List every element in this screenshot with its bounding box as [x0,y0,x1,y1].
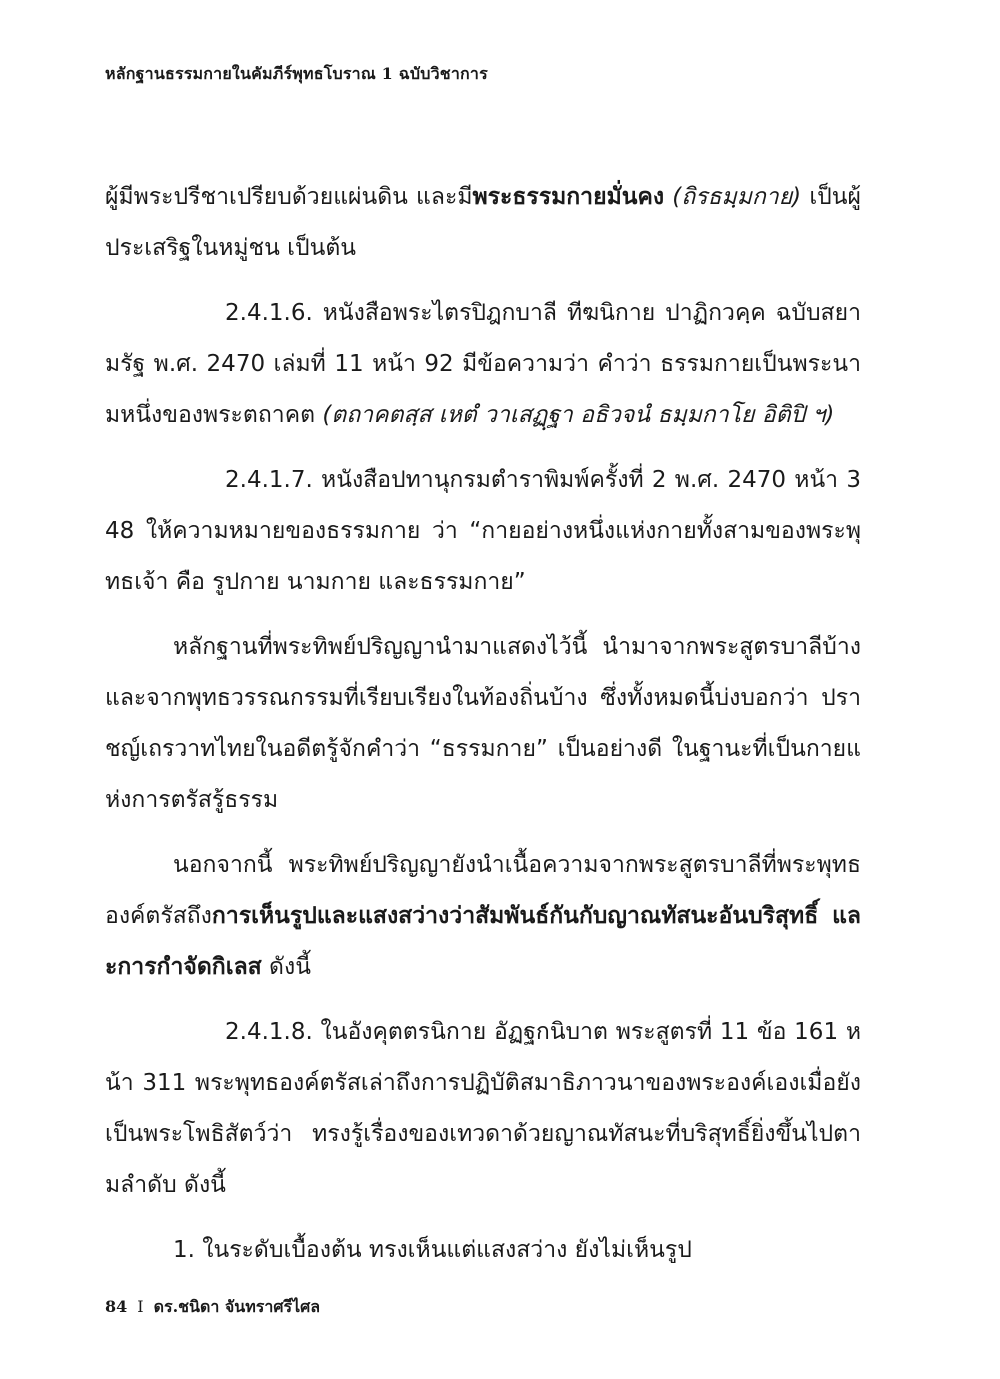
paragraph-text: 2.4.1.8. ในอังคุตตรนิกาย อัฏฐกนิบาต พระสูตรที่ 11 ข้อ 161 หน้า 311 พระพุทธองค์ตรัสเล่าถึงการปฏิบัติสมาธิภาวนาของพระองค์เองเมื่อยังเป็นพระโพธิสัตว์ว่า ทรงรู้เรื่องของเทวดาด้วยญาณทัสนะที่บริสุทธิ์ยิ่งขึ้นไปตามลำดับ ดังนี้ [105,1019,861,1198]
paragraph-text: 2.4.1.7. หนังสือปทานุกรมตำราพิมพ์ครั้งที่ 2 พ.ศ. 2470 หน้า 348 ให้ความหมายของธรรมกาย ว่า “กายอย่างหนึ่งแห่งกายทั้งสามของพระพุทธเจ้า คือ รูปกาย นามกาย และธรรมกาย” [105,467,861,595]
list-item-text: 1. ในระดับเบื้องต้น ทรงเห็นแต่แสงสว่าง ยังไม่เห็นรูป [173,1237,692,1263]
pali-quote: (ตถาคตสฺส เหตํ วาเสฏฺฐา อธิวจนํ ธมฺมกาโย อิติปิ ฯ) [322,402,835,428]
paragraph-text: ผู้มีพระปรีชาเปรียบด้วยแผ่นดิน และมี [105,184,473,210]
footer-separator: I [137,1297,144,1316]
paragraph-text: 2.4.1.6. หนังสือพระไตรปิฎกบาลี ทีฆนิกาย ปาฏิกวคฺค ฉบับสยามรัฐ พ.ศ. 2470 เล่มที่ 11 หน้า 92 มีข้อความว่า คำว่า ธรรมกายเป็นพระนามหนึ่งของพระตถาคต [105,300,861,428]
paragraph-2-4-1-6 [105,288,861,441]
bold-emphasis: การเห็นรูปและแสงสว่างว่าสัมพันธ์กันกับญาณทัสนะอันบริสุทธิ์ และการกำจัดกิเลส [105,903,861,980]
paragraph-text: ดังนี้ [261,954,311,980]
paragraph-text: หลักฐานที่พระทิพย์ปริญญานำมาแสดงไว้นี้ นำมาจากพระสูตรบาลีบ้าง และจากพุทธวรรณกรรมที่เรียบเรียงในท้องถิ่นบ้าง ซึ่งทั้งหมดนี้บ่งบอกว่า ปราชญ์เถรวาทไทยในอดีตรู้จักคำว่า “ธรรมกาย” เป็นอย่างดี ในฐานะที่เป็นกายแห่งการตรัสรู้ธรรม [105,634,861,813]
paragraph-1 [105,172,861,274]
pali-term: (ถิรธมฺมกาย) [672,184,802,210]
page-number: 84 [105,1297,128,1316]
paragraph-text: เป็นผู้ประเสริฐในหมู่ชน เป็นต้น [105,184,861,261]
paragraph-2-4-1-8 [105,1007,861,1211]
paragraph-additional-evidence [105,840,861,993]
running-header [105,62,488,87]
page-footer [105,1295,320,1320]
paragraph-text: นอกจากนี้ พระทิพย์ปริญญายังนำเนื้อความจากพระสูตรบาลีที่พระพุทธองค์ตรัสถึง [105,852,861,929]
running-title: หลักฐานธรรมกายในคัมภีร์พุทธโบราณ 1 ฉบับวิชาการ [105,64,488,83]
list-item-1 [105,1225,861,1276]
bold-term: พระธรรมกายมั่นคง [472,184,665,210]
paragraph-evidence-summary [105,622,861,826]
paragraph-2-4-1-7 [105,455,861,608]
page-body [105,172,861,1290]
author-name: ดร.ชนิดา จันทราศรีไศล [153,1297,321,1316]
